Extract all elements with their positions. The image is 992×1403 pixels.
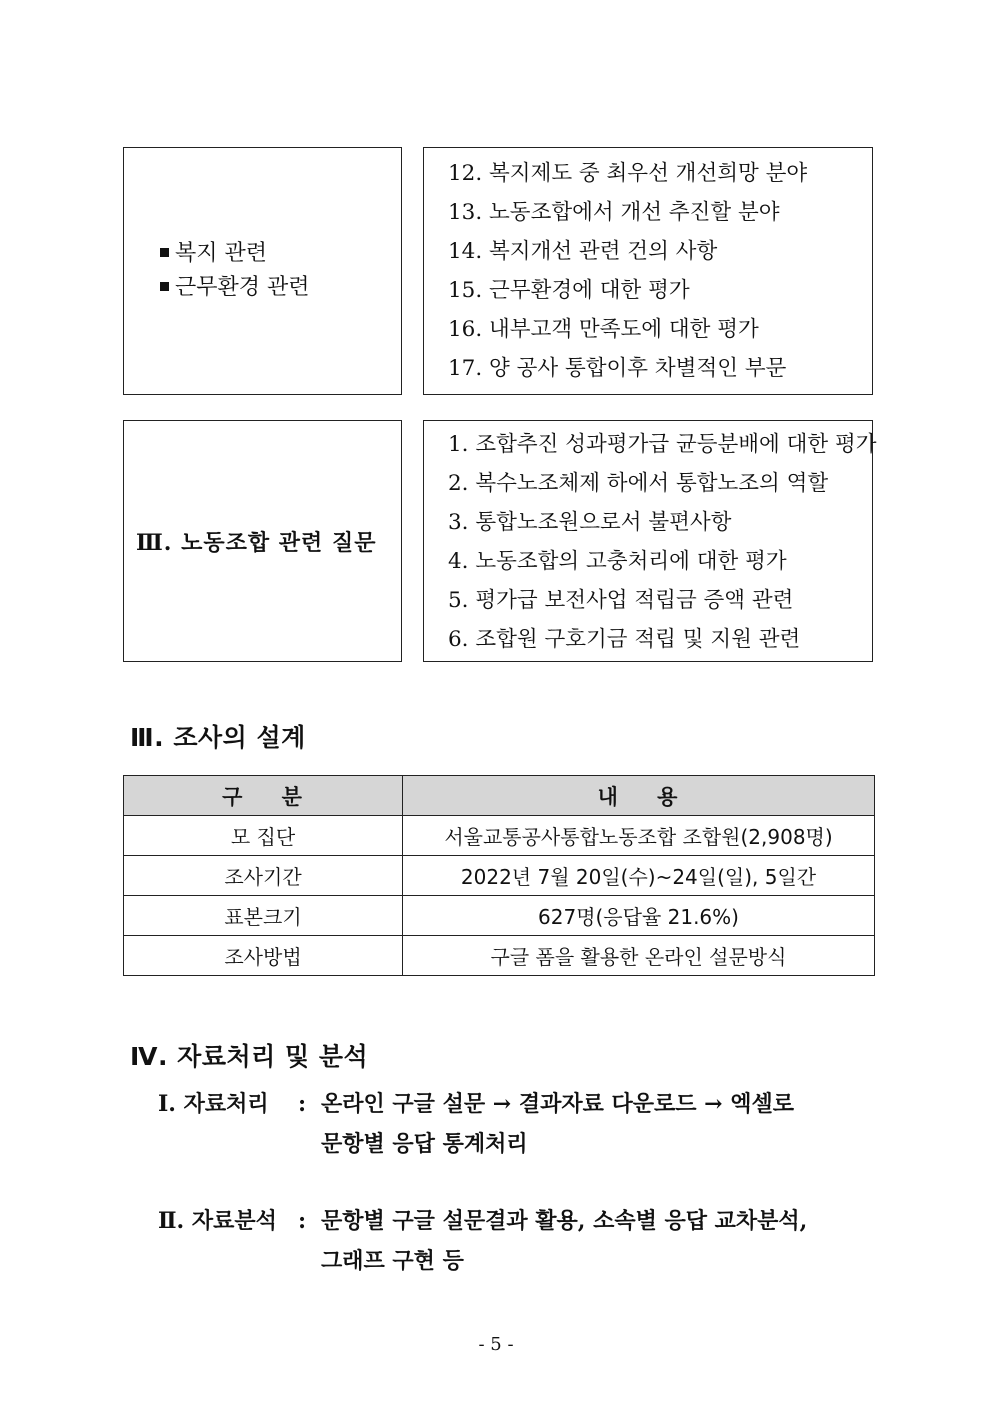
table-cell-label: 모 집단 [124,816,403,856]
processing-description-line: 온라인 구글 설문 → 결과자료 다운로드 → 엑셀로 [321,1091,795,1117]
table-cell-value: 2022년 7월 20일(수)~24일(일), 5일간 [403,856,875,896]
question-item: 15. 근무환경에 대한 평가 [448,278,690,303]
processing-description [321,1201,876,1281]
question-item: 12. 복지제도 중 최우선 개선희망 분야 [448,161,808,186]
question-item: 16. 내부고객 만족도에 대한 평가 [448,317,759,342]
processing-colon: : [298,1208,307,1234]
table-cell-label: 표본크기 [124,896,403,936]
question-item: 1. 조합추진 성과평가급 균등분배에 대한 평가 [448,432,877,457]
question-item: 3. 통합노조원으로서 불편사항 [448,510,732,535]
processing-description-line: 문항별 응답 통계처리 [321,1131,528,1157]
question-item: 14. 복지개선 관련 건의 사항 [448,239,718,264]
square-bullet-icon [160,248,169,257]
question-item: 4. 노동조합의 고충처리에 대한 평가 [448,549,787,574]
table-header-row [124,776,875,816]
processing-colon: : [298,1091,307,1117]
table-cell-value: 627명(응답율 21.6%) [403,896,875,936]
survey-design-table [123,775,875,976]
question-item: 13. 노동조합에서 개선 추진할 분야 [448,200,780,225]
union-question-list [423,420,877,662]
table-cell-value: 구글 폼을 활용한 온라인 설문방식 [403,936,875,976]
category-item-work-environment: 근무환경 관련 [124,271,401,305]
welfare-question-list [423,147,873,395]
processing-description-line: 그래프 구현 등 [321,1248,464,1274]
category-item-welfare: 복지 관련 [124,237,401,271]
section-title-data-processing: Ⅳ. 자료처리 및 분석 [130,1042,369,1071]
question-item: 6. 조합원 구호기금 적립 및 지원 관련 [448,627,801,652]
table-row [124,856,875,896]
table-cell-label: 조사기간 [124,856,403,896]
processing-label: Ⅱ. 자료분석 [158,1208,277,1234]
processing-label: Ⅰ. 자료처리 [158,1091,269,1117]
table-header-content: 내 용 [403,776,875,816]
welfare-category-box [123,147,402,395]
table-row [124,896,875,936]
section-title-survey-design: Ⅲ. 조사의 설계 [130,723,306,752]
page-number: - 5 - [478,1334,514,1355]
processing-description [321,1084,876,1164]
processing-item-data-processing [158,1084,878,1164]
question-item: 17. 양 공사 통합이후 차별적인 부문 [448,356,787,381]
table-row [124,936,875,976]
union-category-title: Ⅲ. 노동조합 관련 질문 [136,529,377,556]
question-item: 5. 평가급 보전사업 적립금 증액 관련 [448,588,794,613]
table-cell-value: 서울교통공사통합노동조합 조합원(2,908명) [403,816,875,856]
table-row [124,816,875,856]
processing-description-line: 문항별 구글 설문결과 활용, 소속별 응답 교차분석, [321,1208,808,1234]
processing-item-data-analysis [158,1201,878,1281]
question-item: 2. 복수노조체제 하에서 통합노조의 역할 [448,471,829,496]
union-category-box [123,420,402,662]
square-bullet-icon [160,282,169,291]
table-header-category: 구 분 [124,776,403,816]
table-cell-label: 조사방법 [124,936,403,976]
